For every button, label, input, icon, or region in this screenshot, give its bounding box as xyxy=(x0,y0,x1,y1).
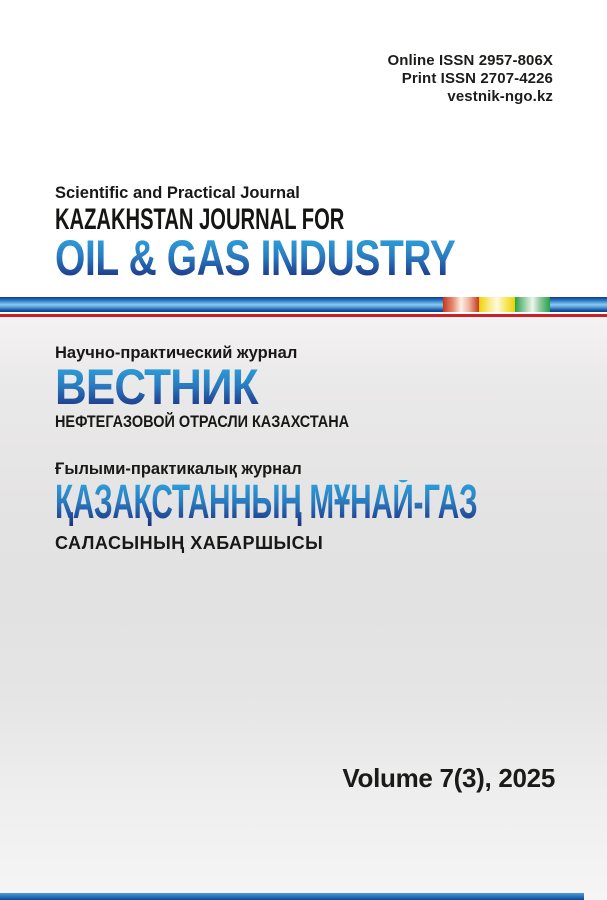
online-issn: Online ISSN 2957-806X xyxy=(387,52,553,69)
subtitle-russian: Научно-практический журнал xyxy=(55,344,298,362)
issn-block xyxy=(387,52,553,106)
journal-title-russian-line1: ВЕСТНИК xyxy=(55,364,359,410)
journal-title-kazakh-line1: ҚАЗАҚСТАННЫҢ МҰНАЙ-ГАЗ xyxy=(55,476,478,529)
journal-website: vestnik-ngo.kz xyxy=(447,88,553,105)
journal-title-english-line2: OIL & GAS INDUSTRY xyxy=(55,230,456,286)
title-block-kazakh xyxy=(55,459,607,553)
title-block-english xyxy=(55,183,568,286)
divider-red-segment xyxy=(443,297,479,312)
print-issn: Print ISSN 2707-4226 xyxy=(401,70,553,87)
journal-title-kazakh-line2: САЛАСЫНЫҢ ХАБАРШЫСЫ xyxy=(55,533,324,553)
journal-title-russian-line2: НЕФТЕГАЗОВОЙ ОТРАСЛИ КАЗАХСТАНА xyxy=(55,412,350,431)
divider xyxy=(0,297,607,317)
divider-red-line xyxy=(0,314,607,317)
volume-label: Volume 7(3), 2025 xyxy=(342,763,555,793)
subtitle-english: Scientific and Practical Journal xyxy=(55,184,300,202)
title-block-russian xyxy=(55,343,401,431)
divider-blue-bar xyxy=(0,297,607,312)
divider-green-segment xyxy=(515,297,550,312)
bottom-accent-bar xyxy=(0,893,584,900)
divider-yellow-segment xyxy=(479,297,515,312)
journal-title-english-line1: KAZAKHSTAN JOURNAL FOR xyxy=(55,202,345,236)
subtitle-kazakh: Ғылыми-практикалық журнал xyxy=(55,460,302,478)
